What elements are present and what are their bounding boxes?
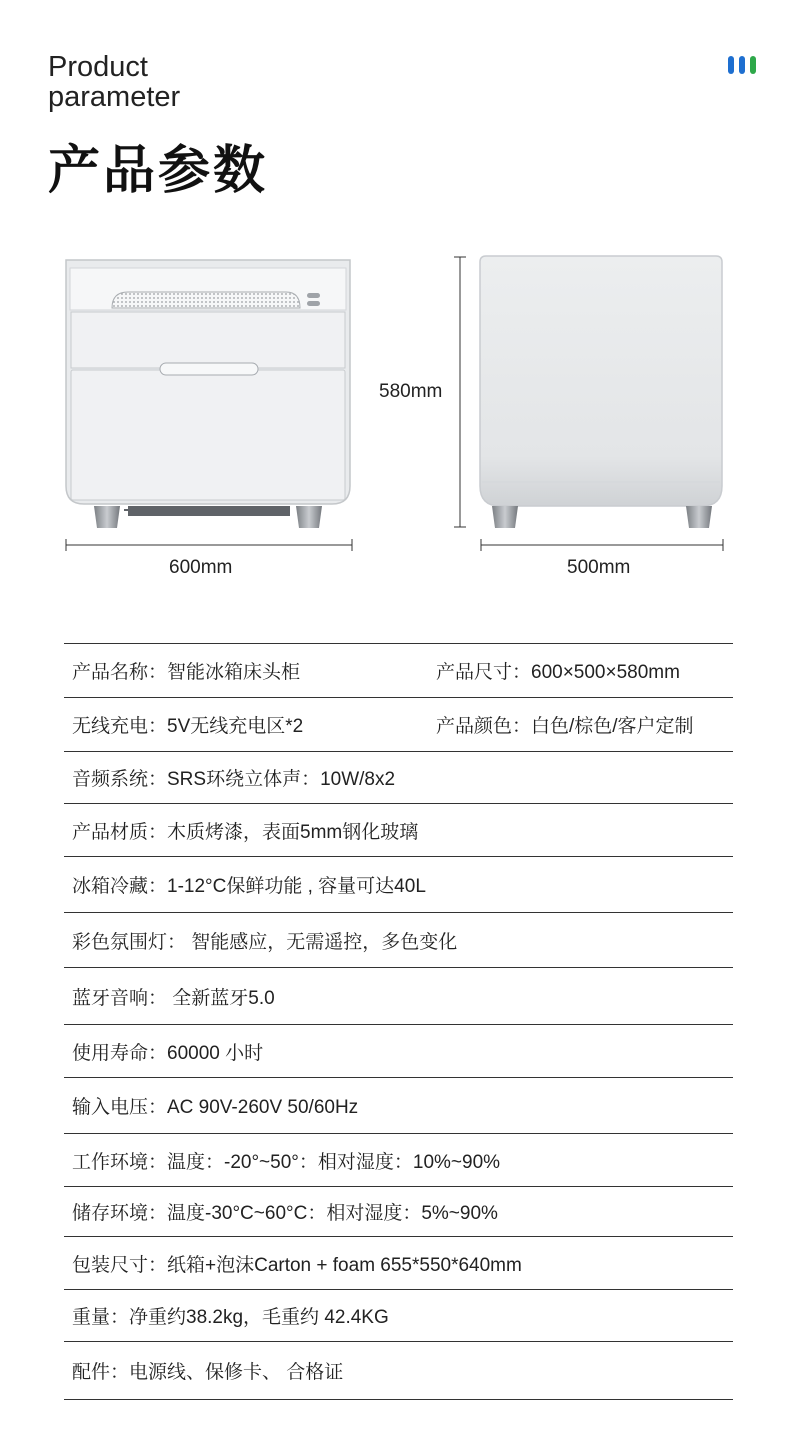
table-row	[64, 1078, 733, 1134]
spec-cell: 储存环境：温度-30°C~60°C：相对湿度：5%~90%	[72, 1203, 498, 1224]
title-english-line2: parameter	[48, 81, 181, 113]
spec-cell: 产品颜色：白色/棕色/客户定制	[436, 716, 694, 737]
spec-cell: 产品材质：木质烤漆，表面5mm钢化玻璃	[72, 821, 419, 843]
width-label: 600mm	[169, 557, 233, 578]
page-title: 产品参数	[48, 142, 269, 200]
height-label: 580mm	[379, 381, 443, 402]
table-row	[64, 913, 733, 968]
table-row	[64, 644, 733, 698]
spec-cell: 包装尺寸：纸箱+泡沫Carton + foam 655*550*640mm	[72, 1254, 522, 1276]
product-illustration	[0, 0, 800, 600]
depth-label: 500mm	[567, 557, 631, 578]
table-row	[64, 752, 733, 804]
spec-cell: 彩色氛围灯： 智能感应，无需遥控，多色变化	[72, 931, 458, 953]
spec-cell: 产品名称：智能冰箱床头柜	[72, 662, 301, 683]
table-row	[64, 968, 733, 1025]
table-row	[64, 1025, 733, 1078]
side-view-cabinet	[480, 256, 722, 528]
spec-cell: 音频系统：SRS环绕立体声：10W/8x2	[72, 769, 396, 790]
table-row	[64, 1290, 733, 1342]
spec-cell: 冰箱冷藏：1-12°C保鲜功能 , 容量可达40L	[72, 876, 426, 897]
table-row	[64, 857, 733, 913]
table-row	[64, 1342, 733, 1400]
spec-cell: 配件：电源线、保修卡、 合格证	[72, 1362, 344, 1383]
table-row	[64, 804, 733, 857]
spec-cell: 无线充电：5V无线充电区*2	[72, 716, 304, 737]
table-row	[64, 698, 733, 752]
spec-cell: 工作环境：温度：-20°~50°：相对湿度：10%~90%	[72, 1151, 501, 1173]
width-dimension-line	[66, 539, 352, 551]
table-row	[64, 1134, 733, 1187]
spec-table	[64, 643, 733, 1400]
spec-cell: 输入电压：AC 90V-260V 50/60Hz	[72, 1097, 359, 1118]
front-view-cabinet	[66, 260, 350, 528]
table-row	[64, 1237, 733, 1290]
spec-cell: 重量：净重约38.2kg，毛重约 42.4KG	[72, 1307, 389, 1328]
table-row	[64, 1187, 733, 1237]
spec-cell: 产品尺寸：600×500×580mm	[436, 662, 680, 683]
spec-cell: 使用寿命：60000 小时	[72, 1042, 264, 1064]
depth-dimension-line	[481, 539, 723, 551]
spec-cell: 蓝牙音响： 全新蓝牙5.0	[72, 987, 275, 1009]
title-english-line1: Product	[48, 51, 148, 83]
height-dimension-line	[454, 257, 466, 527]
